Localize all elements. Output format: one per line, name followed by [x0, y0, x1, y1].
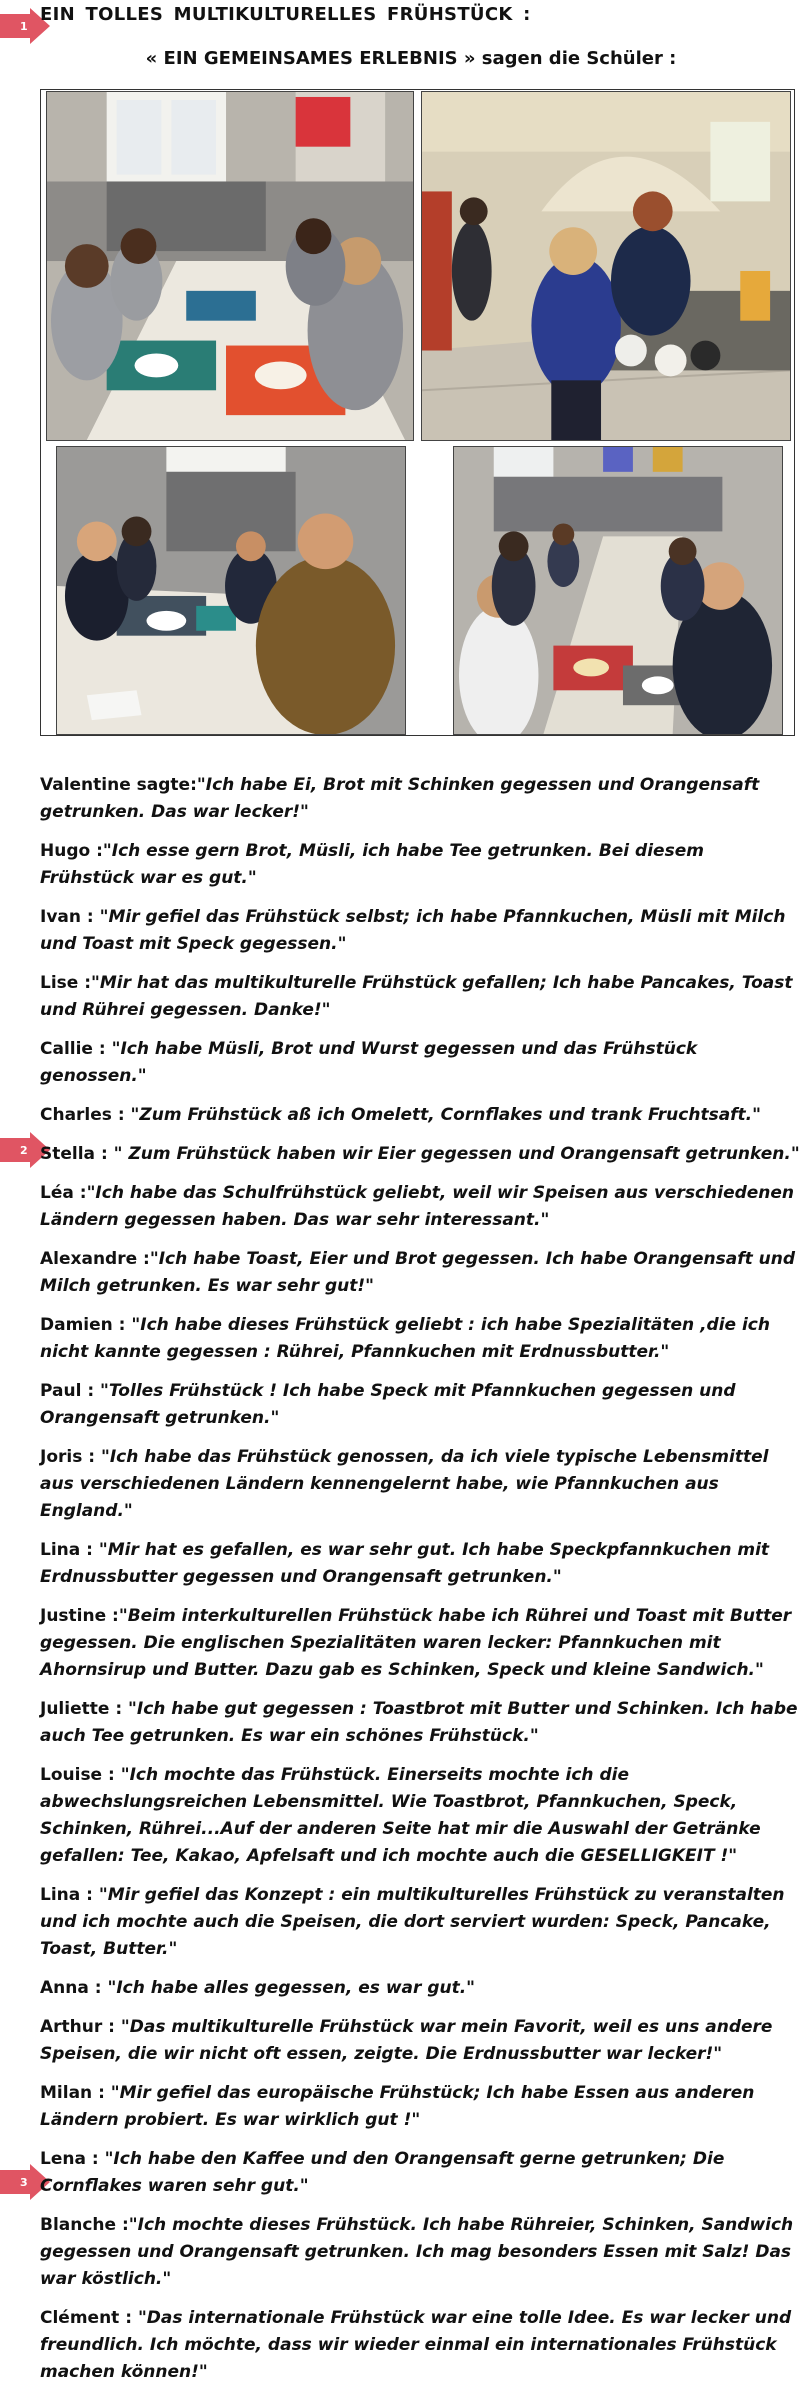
quote-speaker: Lena :	[40, 2149, 105, 2169]
student-quote	[40, 1444, 800, 1525]
student-quote	[40, 1882, 800, 1963]
quote-speaker: Valentine sagte:	[40, 775, 197, 795]
student-quote	[40, 1696, 800, 1750]
quote-speaker: Stella :	[40, 1144, 114, 1164]
student-quote	[40, 1036, 800, 1090]
quote-speaker: Callie :	[40, 1039, 112, 1059]
student-quote	[40, 772, 800, 826]
student-quote	[40, 1102, 800, 1129]
quote-text: "Ich esse gern Brot, Müsli, ich habe Tee getrunken. Bei diesem Frühstück war es gut."	[40, 841, 704, 888]
quote-text: "Ich habe Toast, Eier und Brot gegessen. Ich habe Orangensaft und Milch getrunken. Es war sehr gut!"	[40, 1249, 796, 1296]
student-quote	[40, 2080, 800, 2134]
quote-text: "Ich habe Ei, Brot mit Schinken gegessen und Orangensaft getrunken. Das war lecker!"	[40, 775, 760, 822]
quote-speaker: Charles :	[40, 1105, 131, 1125]
quote-text: "Mir hat es gefallen, es war sehr gut. Ich habe Speckpfannkuchen mit Erdnussbutter gegessen und Orangensaft getrunken."	[40, 1540, 770, 1587]
quote-text: "Tolles Frühstück ! Ich habe Speck mit Pfannkuchen gegessen und Orangensaft getrunken."	[40, 1381, 736, 1428]
student-quote	[40, 1312, 800, 1366]
quote-speaker: Milan :	[40, 2083, 111, 2103]
student-quote	[40, 2212, 800, 2293]
quote-speaker: Arthur :	[40, 2017, 121, 2037]
student-quote	[40, 2305, 800, 2386]
photo-girls-at-table	[46, 91, 414, 441]
quote-text: "Mir gefiel das Frühstück selbst; ich habe Pfannkuchen, Müsli mit Milch und Toast mit Speck gegessen."	[40, 907, 786, 954]
quote-text: "Zum Frühstück aß ich Omelett, Cornflakes und trank Fruchtsaft."	[130, 1105, 761, 1125]
quote-speaker: Lina :	[40, 1885, 99, 1905]
quote-speaker: Anna :	[40, 1978, 108, 1998]
quote-text: "Ich mochte dieses Frühstück. Ich habe Rühreier, Schinken, Sandwich gegessen und Orangensaft getrunken. Ich mag besonders Essen mit Salz! Das war köstlich."	[40, 2215, 794, 2289]
quote-speaker: Justine :	[40, 1606, 119, 1626]
quote-text: "Das multikulturelle Frühstück war mein Favorit, weil es uns andere Speisen, die wir nicht oft essen, zeigte. Die Erdnussbutter war lecker!"	[40, 2017, 773, 2064]
quote-text: "Mir hat das multikulturelle Frühstück gefallen; Ich habe Pancakes, Toast und Rührei gegessen. Danke!"	[40, 973, 793, 1020]
quote-text: "Ich habe das Schulfrühstück geliebt, weil wir Speisen aus verschiedenen Ländern gegessen haben. Das war sehr interessant."	[40, 1183, 795, 1230]
quote-speaker: Clément :	[40, 2308, 138, 2328]
student-quote	[40, 2014, 800, 2068]
quote-speaker: Ivan :	[40, 907, 100, 927]
quote-text: "Ich habe gut gegessen : Toastbrot mit Butter und Schinken. Ich habe auch Tee getrunken. Es war ein schönes Frühstück."	[40, 1699, 798, 1746]
quote-text: "Ich habe alles gegessen, es war gut."	[107, 1978, 476, 1998]
student-quote	[40, 1378, 800, 1432]
quote-speaker: Joris :	[40, 1447, 101, 1467]
student-quotes	[40, 772, 800, 2398]
page-title: EIN TOLLES MULTIKULTURELLES FRÜHSTÜCK :	[40, 4, 531, 25]
quote-speaker: Blanche :	[40, 2215, 129, 2235]
student-quote	[40, 1975, 800, 2002]
page-subtitle: « EIN GEMEINSAMES ERLEBNIS » sagen die Schüler :	[145, 48, 677, 69]
student-quote	[40, 1603, 800, 1684]
quote-text: "Ich habe das Frühstück genossen, da ich viele typische Lebensmittel aus verschiedenen Ländern kennengelernt habe, wie Pfannkuchen aus England."	[40, 1447, 769, 1521]
marker-label: 1	[20, 19, 28, 33]
quote-text: " Zum Frühstück haben wir Eier gegessen und Orangensaft getrunken."	[113, 1144, 800, 1164]
quote-text: "Ich habe den Kaffee und den Orangensaft gerne getrunken; Die Cornflakes waren sehr gut."	[40, 2149, 725, 2196]
quote-text: "Ich mochte das Frühstück. Einerseits mochte ich die abwechslungsreichen Lebensmittel. Wie Toastbrot, Pfannkuchen, Speck, Schinken, Rührei...Auf der anderen Seite hat mir die Auswahl der Getränke gefallen: Tee, Kakao, Apfelsaft und ich mochte auch die GESELLIGKEIT !"	[40, 1765, 761, 1866]
quote-speaker: Lina :	[40, 1540, 99, 1560]
quote-text: "Mir gefiel das Konzept : ein multikulturelles Frühstück zu veranstalten und ich mochte auch die Speisen, die dort serviert wurden: Speck, Pancake, Toast, Butter."	[40, 1885, 785, 1959]
quote-speaker: Paul :	[40, 1381, 101, 1401]
quote-text: "Beim interkulturellen Frühstück habe ich Rührei und Toast mit Butter gegessen. Die englischen Spezialitäten waren lecker: Pfannkuchen mit Ahornsirup und Butter. Dazu gab es Schinken, Speck und kleine Sandwich."	[40, 1606, 792, 1680]
student-quote	[40, 2146, 800, 2200]
quote-speaker: Léa :	[40, 1183, 87, 1203]
student-quote	[40, 1180, 800, 1234]
student-quote	[40, 1141, 800, 1168]
photo-boys-at-table	[56, 446, 406, 735]
quote-text: "Das internationale Frühstück war eine tolle Idee. Es war lecker und freundlich. Ich möchte, dass wir wieder einmal ein internationales Frühstück machen können!"	[40, 2308, 792, 2382]
quote-text: "Mir gefiel das europäische Frühstück; Ich habe Essen aus anderen Ländern probiert. Es war wirklich gut !"	[40, 2083, 755, 2130]
marker-label: 2	[20, 1143, 28, 1157]
quote-text: "Ich habe Müsli, Brot und Wurst gegessen und das Frühstück genossen."	[40, 1039, 698, 1086]
photo-collage	[40, 89, 795, 736]
photo-buffet-queue	[421, 91, 791, 441]
quote-speaker: Louise :	[40, 1765, 121, 1785]
quote-speaker: Lise :	[40, 973, 92, 993]
marker-label: 3	[20, 2175, 28, 2189]
student-quote	[40, 1537, 800, 1591]
quote-speaker: Damien :	[40, 1315, 132, 1335]
quote-speaker: Juliette :	[40, 1699, 129, 1719]
quote-text: "Ich habe dieses Frühstück geliebt : ich habe Spezialitäten ,die ich nicht kannte gegessen : Rührei, Pfannkuchen mit Erdnussbutter."	[40, 1315, 770, 1362]
student-quote	[40, 904, 800, 958]
student-quote	[40, 970, 800, 1024]
student-quote	[40, 1762, 800, 1870]
quote-speaker: Alexandre :	[40, 1249, 150, 1269]
quote-speaker: Hugo :	[40, 841, 103, 861]
student-quote	[40, 1246, 800, 1300]
student-quote	[40, 838, 800, 892]
photo-long-table-cafeteria	[453, 446, 783, 735]
